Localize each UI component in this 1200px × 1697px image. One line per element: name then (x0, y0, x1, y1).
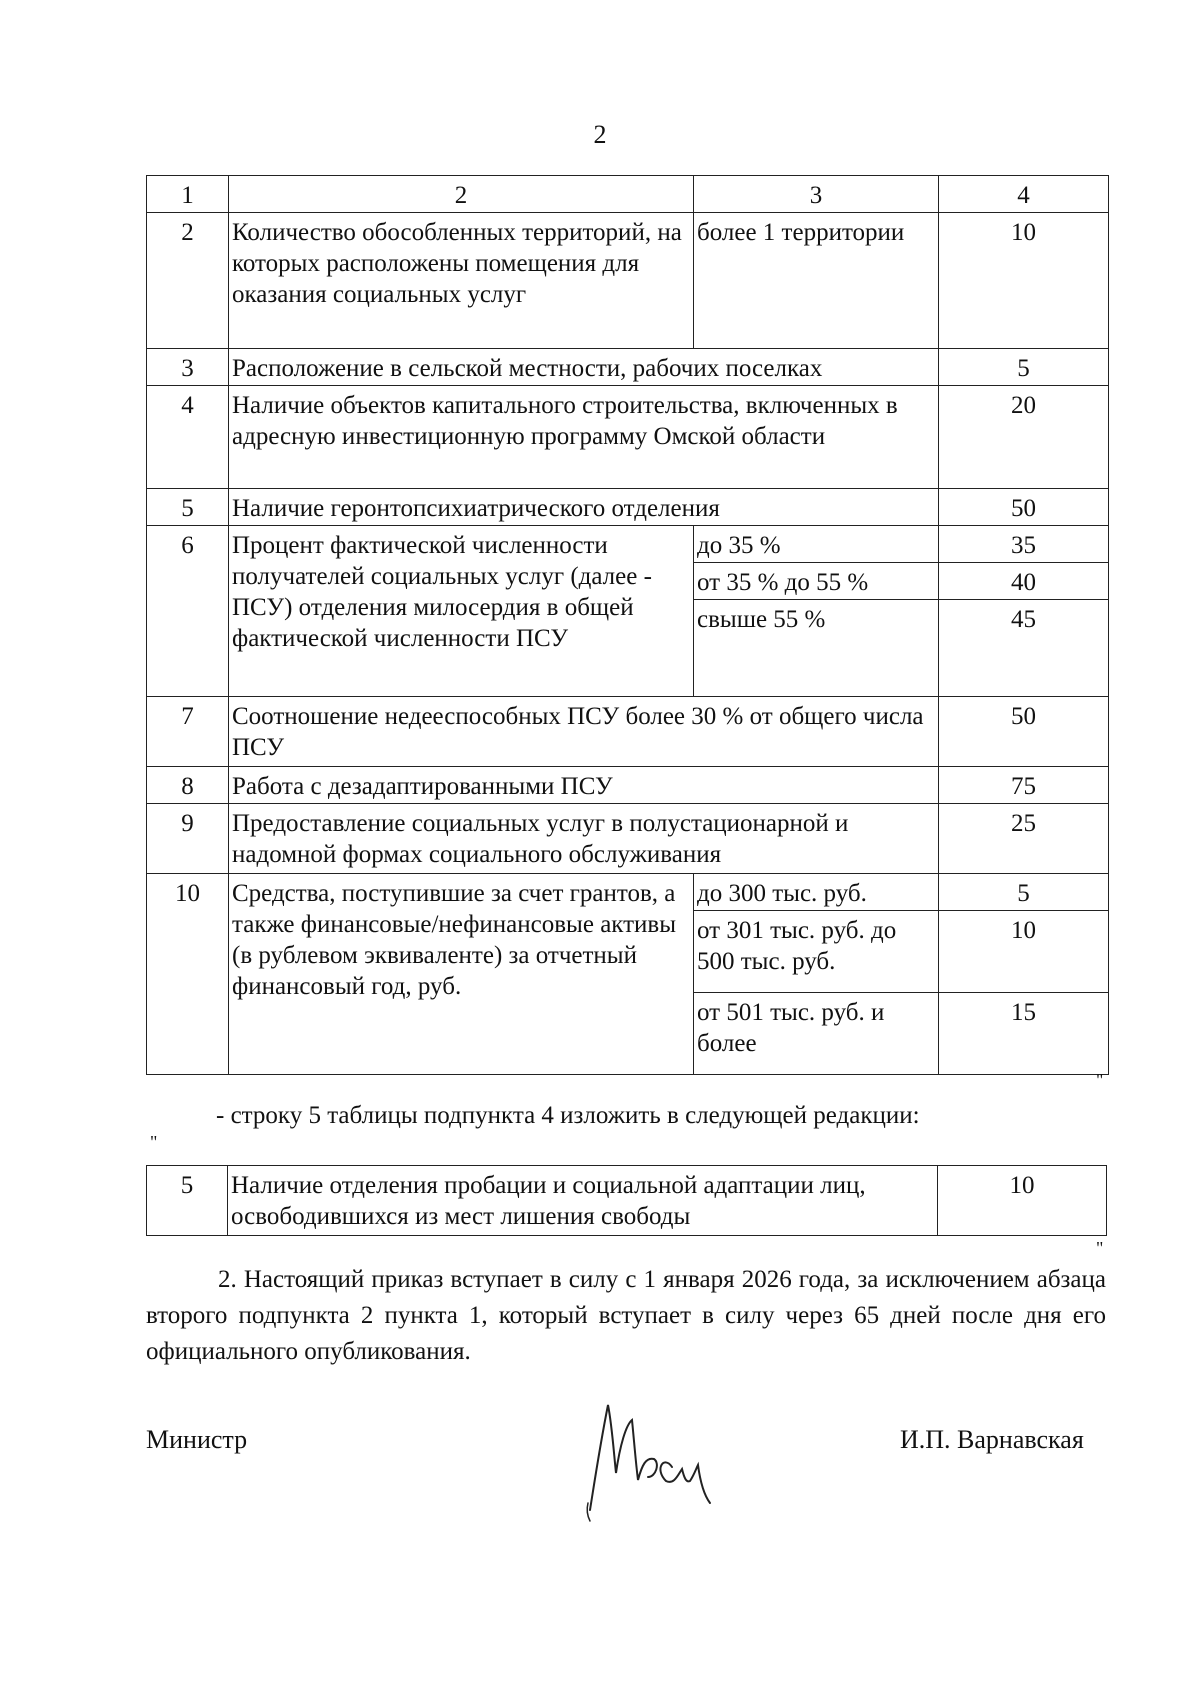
points-cell: 45 (939, 600, 1109, 697)
condition-cell: свыше 55 % (694, 600, 939, 697)
points-cell: 40 (939, 563, 1109, 600)
points-cell: 5 (939, 349, 1109, 386)
points-cell: 15 (939, 993, 1109, 1075)
criterion-cell: Наличие геронтопсихиатрического отделения (229, 489, 939, 526)
criterion-cell: Наличие отделения пробации и социальной адаптации лиц, освободившихся из мест лишения свободы (228, 1166, 938, 1236)
header-cell: 2 (229, 176, 694, 213)
table-row (147, 386, 1109, 489)
points-cell: 50 (939, 697, 1109, 767)
condition-cell: более 1 территории (694, 213, 939, 349)
points-cell: 5 (939, 874, 1109, 911)
table-row (147, 489, 1109, 526)
row-number: 8 (147, 767, 229, 804)
table-row (147, 767, 1109, 804)
closing-quote: " (1096, 1070, 1104, 1090)
row-number: 5 (147, 489, 229, 526)
points-cell: 50 (939, 489, 1109, 526)
amendment-table (146, 1165, 1107, 1236)
table-row (147, 526, 1109, 563)
points-cell: 10 (938, 1166, 1107, 1236)
closing-quote: " (1096, 1238, 1104, 1258)
signatory-position: Министр (146, 1425, 248, 1454)
table-row (147, 874, 1109, 911)
criterion-cell: Соотношение недееспособных ПСУ более 30 % от общего числа ПСУ (229, 697, 939, 767)
criterion-cell: Предоставление социальных услуг в полустационарной и надомной формах социального обслуживания (229, 804, 939, 874)
header-cell: 3 (694, 176, 939, 213)
table-row (147, 804, 1109, 874)
row-number: 5 (147, 1166, 228, 1236)
criteria-table (146, 175, 1109, 1075)
condition-cell: до 300 тыс. руб. (694, 874, 939, 911)
criterion-cell: Количество обособленных территорий, на которых расположены помещения для оказания социальных услуг (229, 213, 694, 349)
row-number: 9 (147, 804, 229, 874)
header-cell: 1 (147, 176, 229, 213)
row-number: 4 (147, 386, 229, 489)
condition-cell: до 35 % (694, 526, 939, 563)
page-number: 2 (593, 120, 607, 149)
table-row (147, 697, 1109, 767)
condition-cell: от 301 тыс. руб. до 500 тыс. руб. (694, 911, 939, 993)
header-cell: 4 (939, 176, 1109, 213)
signature-image (570, 1385, 740, 1525)
row-number: 7 (147, 697, 229, 767)
row-number: 10 (147, 874, 229, 1075)
table-row (147, 349, 1109, 386)
instruction-text: - строку 5 таблицы подпункта 4 изложить в следующей редакции: (216, 1102, 920, 1129)
table-header-row (147, 176, 1109, 213)
row-number: 3 (147, 349, 229, 386)
points-cell: 35 (939, 526, 1109, 563)
condition-cell: от 501 тыс. руб. и более (694, 993, 939, 1075)
points-cell: 25 (939, 804, 1109, 874)
points-cell: 75 (939, 767, 1109, 804)
row-number: 2 (147, 213, 229, 349)
criterion-cell: Наличие объектов капитального строительства, включенных в адресную инвестиционную программу Омской области (229, 386, 939, 489)
row-number: 6 (147, 526, 229, 697)
points-cell: 10 (939, 911, 1109, 993)
paragraph-2: 2. Настоящий приказ вступает в силу с 1 января 2026 года, за исключением абзаца второго подпункта 2 пункта 1, который вступает в силу через 65 дней после дня его официального опубликования. (146, 1266, 1106, 1365)
condition-cell: от 35 % до 55 % (694, 563, 939, 600)
signatory-name: И.П. Варнавская (900, 1425, 1084, 1454)
table-row (147, 213, 1109, 349)
criterion-cell: Расположение в сельской местности, рабочих поселках (229, 349, 939, 386)
criterion-cell: Процент фактической численности получателей социальных услуг (далее - ПСУ) отделения милосердия в общей фактической численности ПСУ (229, 526, 694, 697)
table-row (147, 1166, 1107, 1236)
criterion-cell: Средства, поступившие за счет грантов, а также финансовые/нефинансовые активы (в рублевом эквиваленте) за отчетный финансовый год, руб. (229, 874, 694, 1075)
criterion-cell: Работа с дезадаптированными ПСУ (229, 767, 939, 804)
points-cell: 20 (939, 386, 1109, 489)
points-cell: 10 (939, 213, 1109, 349)
opening-quote: " (150, 1132, 158, 1152)
